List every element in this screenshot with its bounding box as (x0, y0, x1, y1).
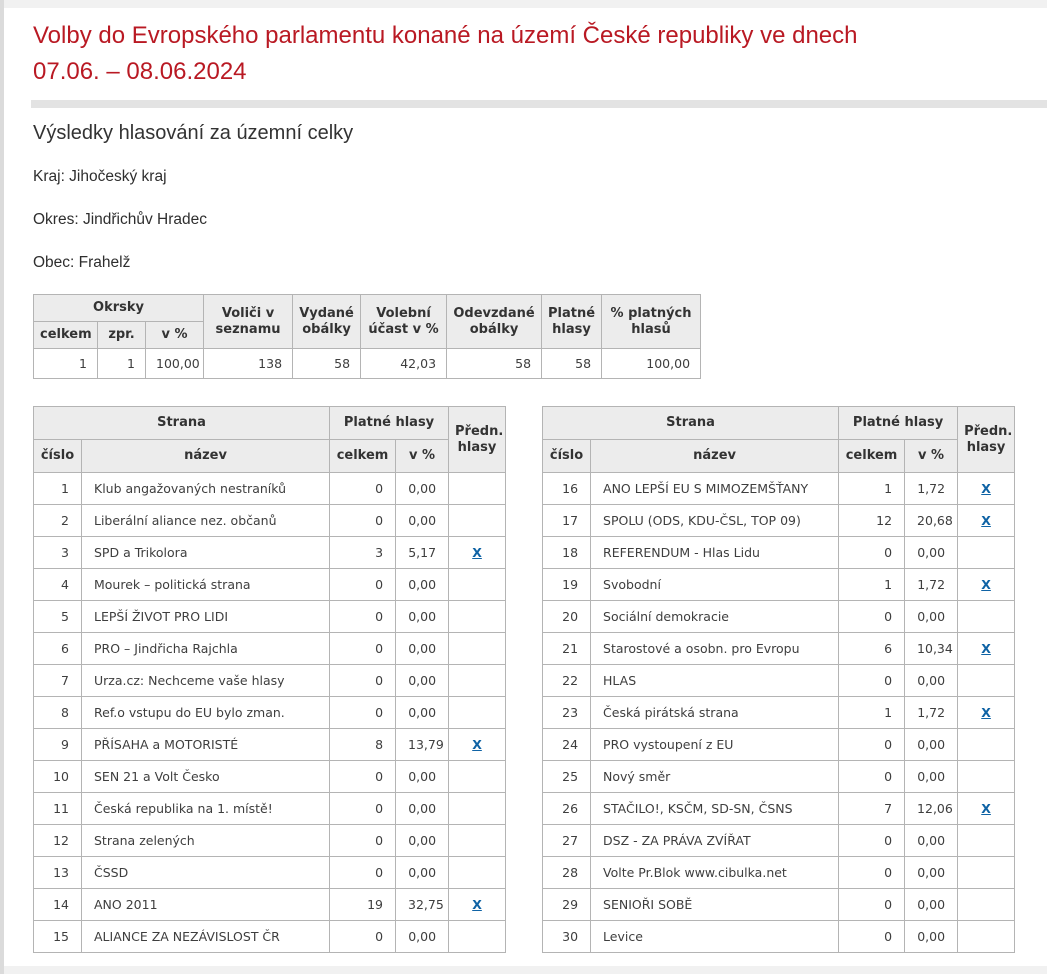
party-table-left (33, 406, 506, 953)
party-number: 19 (543, 569, 591, 601)
party-number: 18 (543, 537, 591, 569)
party-name: Volte Pr.Blok www.cibulka.net (591, 857, 839, 889)
party-votes-total: 3 (330, 537, 396, 569)
header-okrsky-celkem: celkem (34, 322, 98, 349)
party-tables-row (33, 406, 1047, 953)
party-votes-pct: 0,00 (905, 665, 958, 697)
pref-votes-link[interactable]: X (472, 897, 482, 912)
party-pref-cell (958, 569, 1015, 601)
party-name: SEN 21 a Volt Česko (82, 761, 330, 793)
pref-votes-link[interactable]: X (981, 513, 991, 528)
value-volici: 138 (204, 349, 293, 379)
party-row (34, 825, 506, 857)
party-number: 16 (543, 473, 591, 505)
party-name: PŘÍSAHA a MOTORISTÉ (82, 729, 330, 761)
party-name: Starostové a osobn. pro Evropu (591, 633, 839, 665)
municipality-line: Obec: Frahelž (33, 254, 131, 271)
pref-votes-link[interactable]: X (981, 481, 991, 496)
party-number: 26 (543, 793, 591, 825)
party-name: Sociální demokracie (591, 601, 839, 633)
party-votes-total: 7 (839, 793, 905, 825)
value-volebni-ucast: 42,03 (361, 349, 447, 379)
party-votes-pct: 0,00 (396, 697, 449, 729)
party-number: 3 (34, 537, 82, 569)
party-pref-cell (449, 505, 506, 537)
party-votes-pct: 5,17 (396, 537, 449, 569)
party-pref-cell (958, 697, 1015, 729)
header-v-pct: v % (396, 440, 449, 473)
party-number: 28 (543, 857, 591, 889)
party-row (34, 505, 506, 537)
party-name: SENIOŘI SOBĚ (591, 889, 839, 921)
party-number: 6 (34, 633, 82, 665)
title-divider (31, 100, 1047, 108)
party-header-row-1 (543, 407, 1015, 440)
party-pref-cell (958, 857, 1015, 889)
party-votes-total: 0 (330, 921, 396, 953)
party-number: 1 (34, 473, 82, 505)
party-row (34, 601, 506, 633)
page-title (33, 18, 1047, 90)
party-name: Svobodní (591, 569, 839, 601)
party-row (34, 857, 506, 889)
party-name: ANO LEPŠÍ EU S MIMOZEMŠŤANY (591, 473, 839, 505)
page-edge-left (0, 0, 4, 974)
party-number: 9 (34, 729, 82, 761)
party-votes-pct: 0,00 (905, 825, 958, 857)
party-pref-cell (449, 889, 506, 921)
party-votes-pct: 0,00 (396, 761, 449, 793)
value-odevzdane-obalky: 58 (447, 349, 542, 379)
party-pref-cell (449, 473, 506, 505)
party-votes-total: 6 (839, 633, 905, 665)
party-row (543, 537, 1015, 569)
party-votes-pct: 0,00 (905, 601, 958, 633)
party-votes-pct: 0,00 (396, 569, 449, 601)
party-name: SPOLU (ODS, KDU-ČSL, TOP 09) (591, 505, 839, 537)
header-nazev: název (82, 440, 330, 473)
party-row (34, 889, 506, 921)
party-pref-cell (449, 569, 506, 601)
party-pref-cell (958, 537, 1015, 569)
party-name: ALIANCE ZA NEZÁVISLOST ČR (82, 921, 330, 953)
page-title-line1: Volby do Evropského parlamentu konané na území České republiky ve dnech (33, 22, 858, 49)
header-strana: Strana (543, 407, 839, 440)
party-votes-total: 1 (839, 569, 905, 601)
party-pref-cell (449, 697, 506, 729)
party-number: 20 (543, 601, 591, 633)
party-name: Strana zelených (82, 825, 330, 857)
party-pref-cell (958, 505, 1015, 537)
party-pref-cell (958, 889, 1015, 921)
party-row (34, 761, 506, 793)
header-platne-hlasy: Platné hlasy (839, 407, 958, 440)
party-votes-total: 0 (330, 761, 396, 793)
party-number: 27 (543, 825, 591, 857)
party-row (34, 729, 506, 761)
party-votes-pct: 0,00 (396, 921, 449, 953)
party-number: 13 (34, 857, 82, 889)
party-votes-total: 0 (330, 633, 396, 665)
header-volebni-ucast: Volební účast v % (361, 295, 447, 349)
header-okrsky: Okrsky (34, 295, 204, 322)
value-platne-hlasy: 58 (542, 349, 602, 379)
party-votes-total: 12 (839, 505, 905, 537)
party-votes-total: 0 (330, 665, 396, 697)
party-votes-total: 0 (330, 505, 396, 537)
party-votes-total: 0 (839, 665, 905, 697)
summary-data-row (34, 349, 701, 379)
party-name: ANO 2011 (82, 889, 330, 921)
party-votes-pct: 1,72 (905, 569, 958, 601)
party-row (543, 729, 1015, 761)
party-pref-cell (958, 473, 1015, 505)
party-votes-total: 0 (839, 537, 905, 569)
page-title-line2: 07.06. – 08.06.2024 (33, 58, 247, 85)
party-votes-pct: 0,00 (396, 793, 449, 825)
party-pref-cell (449, 729, 506, 761)
party-votes-pct: 1,72 (905, 697, 958, 729)
party-name: Nový směr (591, 761, 839, 793)
party-number: 11 (34, 793, 82, 825)
party-row (543, 921, 1015, 953)
party-name: Česká republika na 1. místě! (82, 793, 330, 825)
value-vydane-obalky: 58 (293, 349, 361, 379)
party-row (34, 633, 506, 665)
party-number: 15 (34, 921, 82, 953)
value-okrsky-celkem: 1 (34, 349, 98, 379)
party-pref-cell (449, 825, 506, 857)
party-votes-total: 0 (839, 857, 905, 889)
party-votes-pct: 0,00 (905, 537, 958, 569)
party-votes-pct: 1,72 (905, 473, 958, 505)
party-name: PRO – Jindřicha Rajchla (82, 633, 330, 665)
party-votes-total: 0 (839, 601, 905, 633)
header-cislo: číslo (543, 440, 591, 473)
district-line: Okres: Jindřichův Hradec (33, 211, 208, 228)
party-number: 30 (543, 921, 591, 953)
party-number: 2 (34, 505, 82, 537)
party-row (543, 601, 1015, 633)
pref-votes-link[interactable]: X (981, 705, 991, 720)
party-name: ČSSD (82, 857, 330, 889)
party-row (34, 697, 506, 729)
page-edge-top (4, 0, 1047, 8)
party-votes-pct: 0,00 (905, 729, 958, 761)
party-number: 7 (34, 665, 82, 697)
party-name: Urza.cz: Nechceme vaše hlasy (82, 665, 330, 697)
party-pref-cell (449, 857, 506, 889)
section-title: Výsledky hlasování za územní celky (33, 122, 354, 144)
party-row (34, 793, 506, 825)
party-row (34, 569, 506, 601)
header-platne-hlasy: Platné hlasy (330, 407, 449, 440)
party-votes-pct: 0,00 (905, 761, 958, 793)
party-votes-pct: 0,00 (396, 601, 449, 633)
party-table-right (542, 406, 1015, 953)
party-votes-total: 0 (839, 729, 905, 761)
header-predn-hlasy: Předn. hlasy (449, 407, 506, 473)
header-predn-hlasy: Předn. hlasy (958, 407, 1015, 473)
party-number: 10 (34, 761, 82, 793)
party-row (543, 793, 1015, 825)
party-votes-total: 0 (330, 569, 396, 601)
header-strana: Strana (34, 407, 330, 440)
party-votes-total: 0 (330, 857, 396, 889)
party-name: Klub angažovaných nestraníků (82, 473, 330, 505)
party-row (34, 921, 506, 953)
party-row (543, 569, 1015, 601)
party-row (543, 665, 1015, 697)
party-number: 14 (34, 889, 82, 921)
party-pref-cell (958, 825, 1015, 857)
party-pref-cell (449, 537, 506, 569)
party-number: 12 (34, 825, 82, 857)
party-pref-cell (449, 633, 506, 665)
party-name: DSZ - ZA PRÁVA ZVÍŘAT (591, 825, 839, 857)
party-votes-pct: 0,00 (905, 857, 958, 889)
party-name: LEPŠÍ ŽIVOT PRO LIDI (82, 601, 330, 633)
party-row (34, 665, 506, 697)
party-votes-pct: 20,68 (905, 505, 958, 537)
party-votes-pct: 0,00 (396, 857, 449, 889)
party-name: SPD a Trikolora (82, 537, 330, 569)
party-votes-pct: 0,00 (905, 889, 958, 921)
party-number: 25 (543, 761, 591, 793)
party-votes-total: 19 (330, 889, 396, 921)
party-votes-pct: 13,79 (396, 729, 449, 761)
party-votes-total: 0 (330, 473, 396, 505)
header-v-pct: v % (905, 440, 958, 473)
header-pct-platnych: % platných hlasů (602, 295, 701, 349)
party-name: Česká pirátská strana (591, 697, 839, 729)
pref-votes-link[interactable]: X (981, 801, 991, 816)
party-name: Ref.o vstupu do EU bylo zman. (82, 697, 330, 729)
party-name: REFERENDUM - Hlas Lidu (591, 537, 839, 569)
party-votes-pct: 12,06 (905, 793, 958, 825)
party-votes-pct: 0,00 (905, 921, 958, 953)
party-name: HLAS (591, 665, 839, 697)
party-votes-pct: 0,00 (396, 505, 449, 537)
party-votes-total: 0 (839, 761, 905, 793)
party-votes-pct: 0,00 (396, 665, 449, 697)
pref-votes-link[interactable]: X (981, 577, 991, 592)
header-okrsky-zpr: zpr. (98, 322, 146, 349)
party-table-left-body (34, 473, 506, 953)
party-votes-total: 0 (330, 697, 396, 729)
header-nazev: název (591, 440, 839, 473)
header-celkem: celkem (839, 440, 905, 473)
party-row (543, 633, 1015, 665)
party-votes-total: 0 (839, 921, 905, 953)
party-pref-cell (449, 665, 506, 697)
party-votes-total: 1 (839, 697, 905, 729)
party-name: STAČILO!, KSČM, SD-SN, ČSNS (591, 793, 839, 825)
party-votes-total: 8 (330, 729, 396, 761)
party-number: 8 (34, 697, 82, 729)
header-vydane-obalky: Vydané obálky (293, 295, 361, 349)
party-name: Mourek – politická strana (82, 569, 330, 601)
party-row (543, 697, 1015, 729)
header-okrsky-v-pct: v % (146, 322, 204, 349)
party-pref-cell (958, 633, 1015, 665)
value-pct-platnych: 100,00 (602, 349, 701, 379)
party-name: Liberální aliance nez. občanů (82, 505, 330, 537)
party-number: 23 (543, 697, 591, 729)
party-votes-pct: 0,00 (396, 633, 449, 665)
header-odevzdane-obalky: Odevzdané obálky (447, 295, 542, 349)
pref-votes-link[interactable]: X (981, 641, 991, 656)
page-edge-bottom (4, 966, 1047, 974)
party-header-row-2 (543, 440, 1015, 473)
party-row (34, 537, 506, 569)
pref-votes-link[interactable]: X (472, 545, 482, 560)
party-votes-total: 0 (330, 825, 396, 857)
party-pref-cell (958, 761, 1015, 793)
party-votes-total: 1 (839, 473, 905, 505)
party-votes-pct: 32,75 (396, 889, 449, 921)
region-line: Kraj: Jihočeský kraj (33, 168, 167, 185)
value-okrsky-zpr: 1 (98, 349, 146, 379)
summary-header-row-1 (34, 295, 701, 322)
party-number: 5 (34, 601, 82, 633)
party-votes-total: 0 (839, 889, 905, 921)
value-okrsky-v-pct: 100,00 (146, 349, 204, 379)
party-votes-pct: 0,00 (396, 825, 449, 857)
party-votes-total: 0 (330, 793, 396, 825)
header-volici: Voliči v seznamu (204, 295, 293, 349)
party-votes-pct: 0,00 (396, 473, 449, 505)
pref-votes-link[interactable]: X (472, 737, 482, 752)
party-votes-total: 0 (839, 825, 905, 857)
party-row (543, 761, 1015, 793)
party-number: 4 (34, 569, 82, 601)
party-votes-pct: 10,34 (905, 633, 958, 665)
party-pref-cell (449, 601, 506, 633)
party-number: 29 (543, 889, 591, 921)
party-row (543, 505, 1015, 537)
header-platne-hlasy: Platné hlasy (542, 295, 602, 349)
party-name: Levice (591, 921, 839, 953)
party-number: 17 (543, 505, 591, 537)
party-pref-cell (958, 793, 1015, 825)
party-header-row-2 (34, 440, 506, 473)
party-pref-cell (449, 921, 506, 953)
summary-table (33, 294, 701, 379)
party-number: 22 (543, 665, 591, 697)
party-name: PRO vystoupení z EU (591, 729, 839, 761)
party-table-right-body (543, 473, 1015, 953)
party-header-row-1 (34, 407, 506, 440)
party-pref-cell (958, 665, 1015, 697)
party-row (543, 825, 1015, 857)
party-votes-total: 0 (330, 601, 396, 633)
party-pref-cell (449, 761, 506, 793)
header-cislo: číslo (34, 440, 82, 473)
party-row (543, 857, 1015, 889)
party-pref-cell (449, 793, 506, 825)
party-row (543, 473, 1015, 505)
party-pref-cell (958, 729, 1015, 761)
party-pref-cell (958, 921, 1015, 953)
header-celkem: celkem (330, 440, 396, 473)
party-number: 21 (543, 633, 591, 665)
party-row (543, 889, 1015, 921)
party-number: 24 (543, 729, 591, 761)
party-pref-cell (958, 601, 1015, 633)
party-row (34, 473, 506, 505)
